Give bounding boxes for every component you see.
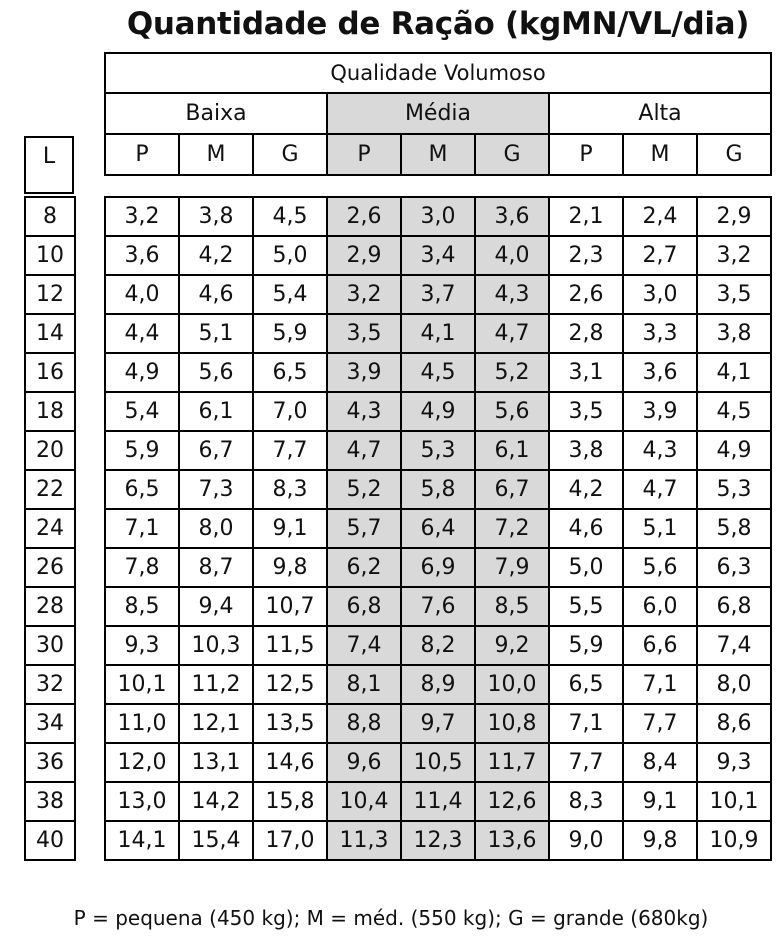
size-header-cell: M [401,134,475,175]
table-cell: 3,1 [549,353,623,392]
size-header-cell: M [179,134,253,175]
table-cell: 4,3 [327,392,401,431]
table-cell: 8,5 [475,587,549,626]
table-cell: 15,8 [253,782,327,821]
table-cell: 7,7 [549,743,623,782]
table-cell: 7,8 [105,548,179,587]
table-cell: 8,5 [105,587,179,626]
table-cell: 7,6 [401,587,475,626]
row-label-cell: 14 [25,314,75,353]
group-header-cell: Qualidade Volumoso [105,53,771,93]
table-cell: 7,1 [623,665,697,704]
table-cell: 6,0 [623,587,697,626]
row-label-cell: 16 [25,353,75,392]
table-cell: 7,2 [475,509,549,548]
table-row [105,743,771,782]
table-cell: 5,5 [549,587,623,626]
table-row [105,548,771,587]
column-header-table [104,52,772,176]
table-cell: 10,1 [697,782,771,821]
table-cell: 2,9 [327,236,401,275]
table-cell: 3,8 [697,314,771,353]
table-cell: 4,7 [327,431,401,470]
table-cell: 9,1 [623,782,697,821]
table-cell: 2,6 [327,197,401,236]
table-cell: 4,2 [179,236,253,275]
table-cell: 12,5 [253,665,327,704]
table-cell: 4,6 [179,275,253,314]
table-cell: 8,3 [549,782,623,821]
table-cell: 8,2 [401,626,475,665]
table-row [105,587,771,626]
table-cell: 12,6 [475,782,549,821]
table-row [105,314,771,353]
table-cell: 5,9 [105,431,179,470]
table-cell: 14,1 [105,821,179,860]
table-cell: 4,1 [401,314,475,353]
table-cell: 5,1 [179,314,253,353]
row-label-cell: 28 [25,587,75,626]
table-cell: 3,5 [327,314,401,353]
table-cell: 2,1 [549,197,623,236]
table-cell: 6,2 [327,548,401,587]
table-cell: 12,0 [105,743,179,782]
table-row [105,821,771,860]
table-cell: 5,6 [475,392,549,431]
table-cell: 3,8 [549,431,623,470]
table-cell: 8,0 [697,665,771,704]
row-label-cell: 22 [25,470,75,509]
row-label-cell: 18 [25,392,75,431]
table-cell: 11,7 [475,743,549,782]
row-header-l: L [24,136,74,194]
table-cell: 6,7 [475,470,549,509]
quality-header-media: Média [327,93,549,134]
table-cell: 6,6 [623,626,697,665]
table-cell: 7,1 [549,704,623,743]
table-cell: 4,0 [475,236,549,275]
table-row [105,782,771,821]
table-cell: 5,3 [697,470,771,509]
table-cell: 5,2 [475,353,549,392]
table-cell: 5,6 [623,548,697,587]
table-cell: 3,0 [623,275,697,314]
row-label-cell: 32 [25,665,75,704]
table-cell: 7,0 [253,392,327,431]
table-cell: 10,3 [179,626,253,665]
table-cell: 9,6 [327,743,401,782]
table-cell: 5,3 [401,431,475,470]
row-label-cell: 20 [25,431,75,470]
row-label-cell: 10 [25,236,75,275]
row-label-cell: 12 [25,275,75,314]
table-cell: 3,8 [179,197,253,236]
size-header-cell: M [623,134,697,175]
table-cell: 6,1 [475,431,549,470]
row-label-cell: 8 [25,197,75,236]
table-cell: 6,3 [697,548,771,587]
table-cell: 4,5 [401,353,475,392]
table-cell: 17,0 [253,821,327,860]
table-row [105,392,771,431]
table-cell: 3,5 [697,275,771,314]
row-label-cell: 24 [25,509,75,548]
table-cell: 4,7 [475,314,549,353]
table-cell: 6,8 [697,587,771,626]
table-cell: 10,1 [105,665,179,704]
table-cell: 7,1 [105,509,179,548]
table-cell: 4,9 [697,431,771,470]
table-row [105,626,771,665]
table-cell: 8,0 [179,509,253,548]
table-cell: 5,1 [623,509,697,548]
size-header-cell: G [697,134,771,175]
table-cell: 13,0 [105,782,179,821]
table-cell: 11,3 [327,821,401,860]
table-cell: 5,4 [105,392,179,431]
table-cell: 6,4 [401,509,475,548]
table-cell: 11,4 [401,782,475,821]
table-cell: 7,7 [623,704,697,743]
table-cell: 4,2 [549,470,623,509]
table-cell: 8,8 [327,704,401,743]
table-cell: 9,4 [179,587,253,626]
table-cell: 6,8 [327,587,401,626]
table-cell: 3,6 [475,197,549,236]
table-cell: 9,1 [253,509,327,548]
table-cell: 5,8 [401,470,475,509]
table-cell: 2,9 [697,197,771,236]
table-cell: 3,9 [327,353,401,392]
table-cell: 11,2 [179,665,253,704]
table-cell: 4,5 [253,197,327,236]
table-cell: 7,3 [179,470,253,509]
table-cell: 6,7 [179,431,253,470]
table-cell: 5,7 [327,509,401,548]
table-cell: 11,5 [253,626,327,665]
table-cell: 3,2 [327,275,401,314]
table-cell: 3,6 [623,353,697,392]
table-cell: 8,7 [179,548,253,587]
table-cell: 5,9 [253,314,327,353]
table-cell: 2,7 [623,236,697,275]
table-cell: 4,3 [623,431,697,470]
table-cell: 5,8 [697,509,771,548]
table-cell: 10,0 [475,665,549,704]
table-row [105,353,771,392]
row-label-cell: 30 [25,626,75,665]
table-cell: 3,3 [623,314,697,353]
table-cell: 3,5 [549,392,623,431]
table-cell: 2,3 [549,236,623,275]
row-label-cell: 36 [25,743,75,782]
table-cell: 4,7 [623,470,697,509]
table-cell: 9,2 [475,626,549,665]
table-cell: 3,7 [401,275,475,314]
table-row [105,509,771,548]
table-cell: 8,1 [327,665,401,704]
table-cell: 9,7 [401,704,475,743]
table-cell: 5,2 [327,470,401,509]
table-cell: 10,4 [327,782,401,821]
table-cell: 12,1 [179,704,253,743]
size-header-cell: G [475,134,549,175]
table-cell: 5,0 [253,236,327,275]
table-cell: 2,4 [623,197,697,236]
row-label-cell: 40 [25,821,75,860]
table-cell: 3,4 [401,236,475,275]
table-cell: 4,9 [105,353,179,392]
table-cell: 5,0 [549,548,623,587]
table-cell: 13,1 [179,743,253,782]
table-cell: 2,6 [549,275,623,314]
table-cell: 2,8 [549,314,623,353]
data-table [104,196,772,861]
table-cell: 6,9 [401,548,475,587]
table-row [105,275,771,314]
table-cell: 6,5 [549,665,623,704]
row-label-cell: 26 [25,548,75,587]
table-row [105,197,771,236]
table-cell: 8,3 [253,470,327,509]
footnote: P = pequena (450 kg); M = méd. (550 kg); G = grande (680kg) [73,906,709,930]
table-cell: 4,9 [401,392,475,431]
table-cell: 13,5 [253,704,327,743]
quality-header-alta: Alta [549,93,771,134]
size-header-cell: P [105,134,179,175]
table-cell: 13,6 [475,821,549,860]
table-cell: 5,6 [179,353,253,392]
table-cell: 14,2 [179,782,253,821]
table-cell: 4,0 [105,275,179,314]
row-label-cell: 38 [25,782,75,821]
table-cell: 3,0 [401,197,475,236]
table-cell: 7,9 [475,548,549,587]
table-cell: 10,7 [253,587,327,626]
table-cell: 7,4 [327,626,401,665]
table-cell: 9,8 [253,548,327,587]
table-cell: 12,3 [401,821,475,860]
size-header-cell: P [549,134,623,175]
table-cell: 4,6 [549,509,623,548]
table-cell: 8,4 [623,743,697,782]
table-cell: 4,1 [697,353,771,392]
table-cell: 8,6 [697,704,771,743]
table-cell: 14,6 [253,743,327,782]
table-cell: 4,3 [475,275,549,314]
table-cell: 3,9 [623,392,697,431]
table-cell: 4,4 [105,314,179,353]
row-label-column [24,196,76,861]
table-cell: 8,9 [401,665,475,704]
table-cell: 10,8 [475,704,549,743]
quality-header-baixa: Baixa [105,93,327,134]
table-cell: 5,9 [549,626,623,665]
table-cell: 7,7 [253,431,327,470]
table-title: Quantidade de Ração (kgMN/VL/dia) [126,6,750,42]
table-cell: 3,2 [697,236,771,275]
table-cell: 4,5 [697,392,771,431]
table-row [105,665,771,704]
table-cell: 9,3 [697,743,771,782]
table-row [105,236,771,275]
row-label-cell: 34 [25,704,75,743]
table-cell: 3,6 [105,236,179,275]
table-cell: 15,4 [179,821,253,860]
table-cell: 7,4 [697,626,771,665]
table-cell: 11,0 [105,704,179,743]
table-row [105,431,771,470]
table-row [105,470,771,509]
table-row [105,704,771,743]
table-cell: 6,5 [253,353,327,392]
size-header-cell: P [327,134,401,175]
table-cell: 10,9 [697,821,771,860]
table-cell: 6,5 [105,470,179,509]
table-cell: 10,5 [401,743,475,782]
table-cell: 9,0 [549,821,623,860]
table-cell: 9,8 [623,821,697,860]
table-cell: 5,4 [253,275,327,314]
table-cell: 9,3 [105,626,179,665]
table-cell: 3,2 [105,197,179,236]
size-header-cell: G [253,134,327,175]
table-cell: 6,1 [179,392,253,431]
